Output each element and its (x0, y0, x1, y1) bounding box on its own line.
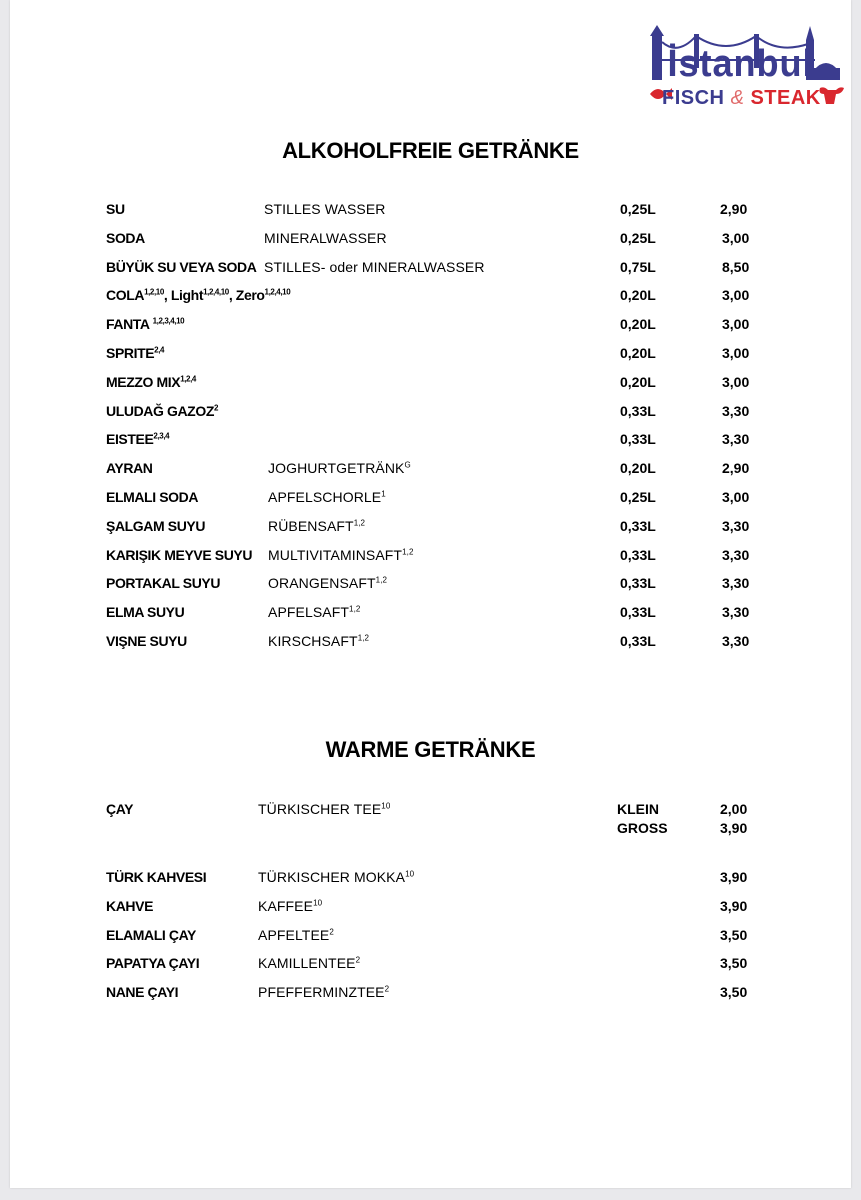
menu-item (0, 601, 861, 623)
item-desc: TÜRKISCHER TEE$^{10}$ (258, 801, 391, 817)
item-name: TÜRK KAHVESI (106, 869, 207, 885)
footnote-marker: 2,3,4 (153, 431, 170, 441)
menu-item (0, 895, 861, 917)
menu-item (0, 486, 861, 508)
item-price-large: 3,90 (720, 820, 748, 836)
item-price: 3,30 (722, 431, 750, 448)
menu-item-cay-large (0, 817, 861, 839)
item-desc: ORANGENSAFT$^{1,2}$ (268, 575, 388, 592)
section-title-warm: WARME GETRÄNKE (325, 737, 536, 762)
item-desc: KIRSCHSAFT$^{1,2}$ (268, 633, 370, 649)
menu-item (0, 371, 861, 393)
footnote-marker: 1,2,4,10 (203, 287, 229, 297)
item-price: 3,00 (722, 373, 750, 390)
item-name: EISTEE$^{2,3,4}$ (106, 431, 170, 448)
footnote-marker: 1,2,4,10 (264, 287, 291, 297)
item-name: KARIŞIK MEYVE SUYU (106, 546, 253, 563)
item-size: 0,20L (620, 373, 656, 390)
item-size: 0,25L (620, 201, 656, 217)
item-price: 3,30 (722, 633, 750, 649)
item-price: 3,50 (720, 926, 748, 943)
footnote-marker: 1,2,10 (144, 287, 164, 297)
menu-item (0, 256, 861, 278)
item-price: 3,90 (720, 869, 748, 885)
item-desc: KAFFEE$^{10}$ (258, 897, 323, 914)
item-name: VIŞNE SUYU (106, 633, 187, 649)
item-size: 0,20L (620, 460, 656, 477)
footnote-marker: 2 (329, 926, 334, 936)
item-desc: RÜBENSAFT$^{1,2}$ (268, 517, 366, 534)
item-size: 0,25L (620, 229, 656, 246)
section-title-cold: ALKOHOLFREIE GETRÄNKE (282, 138, 579, 163)
menu-item (0, 572, 861, 594)
item-size: 0,25L (620, 489, 656, 505)
item-price: 3,50 (720, 955, 748, 972)
item-name: ELMA SUYU (106, 604, 185, 621)
item-name: SODA (106, 229, 145, 246)
item-price: 3,00 (722, 489, 750, 505)
item-name: SU (106, 201, 125, 217)
item-price: 3,90 (720, 897, 748, 914)
item-price: 3,30 (722, 575, 750, 592)
item-size: 0,33L (620, 604, 656, 621)
menu-item (0, 227, 861, 249)
footnote-marker: 2 (213, 402, 219, 412)
item-size-large: GROSS (617, 820, 668, 836)
menu-item (0, 457, 861, 479)
item-name: ULUDAĞ GAZOZ$^2$ (106, 402, 219, 419)
item-price: 3,00 (722, 316, 750, 333)
item-price: 3,00 (722, 229, 750, 246)
item-name: PORTAKAL SUYU (106, 575, 221, 592)
item-price: 3,00 (722, 287, 750, 304)
item-price-small: 2,00 (720, 801, 748, 817)
menu-item (0, 198, 861, 220)
item-desc: MULTIVITAMINSAFT$^{1,2}$ (268, 546, 414, 563)
item-desc: STILLES- oder MINERALWASSER (264, 258, 485, 275)
item-size-small: KLEIN (617, 801, 659, 817)
footnote-marker: 1,2 (402, 546, 414, 556)
restaurant-logo (640, 22, 845, 118)
item-name: SPRITE$^{2,4}$ (106, 345, 165, 361)
item-price: 8,50 (722, 258, 750, 275)
item-desc: APFELTEE$^2$ (258, 926, 334, 943)
item-desc: $JOGHURTGETRÄNK^G$ (268, 460, 411, 477)
menu-item (0, 630, 861, 652)
item-price: 3,30 (722, 604, 750, 621)
footnote-marker: 1,2 (349, 604, 361, 614)
item-size: 0,33L (620, 546, 656, 563)
footnote-marker: 2 (384, 984, 390, 994)
item-desc: PFEFFERMINZTEE$^2$ (258, 984, 390, 1001)
item-name: ELMALI SODA (106, 489, 199, 505)
menu-item (0, 866, 861, 888)
item-price: 2,90 (722, 460, 750, 477)
footnote-marker: 1 (381, 489, 386, 499)
menu-item (0, 515, 861, 537)
item-desc: TÜRKISCHER MOKKA$^{10}$ (258, 869, 415, 885)
item-size: 0,20L (620, 316, 656, 333)
item-price: 3,00 (722, 345, 750, 361)
logo-wordmark: İstanbul (667, 43, 814, 85)
item-size: 0,75L (620, 258, 656, 275)
item-size: 0,33L (620, 402, 656, 419)
footnote-marker: 1,2,4 (180, 374, 196, 384)
menu-item (0, 544, 861, 566)
item-size: 0,33L (620, 575, 656, 592)
menu-item (0, 428, 861, 450)
item-desc: MINERALWASSER (264, 229, 387, 246)
footnote-marker: 1,2 (375, 575, 388, 585)
menu-item (0, 284, 861, 306)
item-name: KAHVE (106, 897, 154, 914)
item-name: NANE ÇAYI (106, 984, 179, 1001)
logo-subtitle: FISCH & STEAK (662, 87, 821, 109)
item-desc: APFELSCHORLE$^1$ (268, 489, 386, 505)
menu-page (10, 0, 851, 1188)
item-name: ÇAY (106, 801, 134, 817)
menu-item (0, 981, 861, 1003)
item-name: PAPATYA ÇAYI (106, 955, 200, 972)
item-name: AYRAN (106, 460, 153, 477)
footnote-marker: 10 (313, 898, 323, 908)
menu-item (0, 342, 861, 364)
item-name: COLA$^{1,2,10}$, Light$^{1,2,4,10}$, Zero$^{1,2,4,10}$ (106, 287, 291, 304)
item-name: BÜYÜK SU VEYA SODA (106, 258, 257, 275)
footnote-marker: 2,4 (154, 345, 165, 355)
menu-item (0, 400, 861, 422)
item-price: 3,30 (722, 546, 750, 563)
item-size: 0,20L (620, 287, 656, 304)
menu-item (0, 924, 861, 946)
footnote-marker: G (404, 460, 411, 470)
footnote-marker: 1,2 (357, 633, 370, 643)
item-name: FANTA $^{1,2,3,4,10}$ (106, 316, 185, 333)
footnote-marker: 2 (355, 955, 361, 965)
item-name: ŞALGAM SUYU (106, 517, 206, 534)
item-price: 3,30 (722, 517, 750, 534)
menu-item (0, 952, 861, 974)
item-name: ELAMALI ÇAY (106, 926, 196, 943)
item-size: 0,33L (620, 633, 656, 649)
item-name: MEZZO MIX$^{1,2,4}$ (106, 373, 196, 390)
footnote-marker: 1,2,3,4,10 (152, 316, 185, 326)
footnote-marker: 1,2 (353, 518, 366, 528)
footnote-marker: 10 (405, 869, 415, 879)
item-size: 0,33L (620, 431, 656, 448)
item-size: 0,20L (620, 345, 656, 361)
item-price: 3,50 (720, 984, 748, 1001)
item-price: 3,30 (722, 402, 750, 419)
item-desc: APFELSAFT$^{1,2}$ (268, 604, 361, 621)
item-price: 2,90 (720, 201, 748, 217)
item-size: 0,33L (620, 517, 656, 534)
item-desc: KAMILLENTEE$^2$ (258, 955, 361, 972)
menu-item (0, 313, 861, 335)
item-desc: STILLES WASSER (264, 201, 386, 217)
